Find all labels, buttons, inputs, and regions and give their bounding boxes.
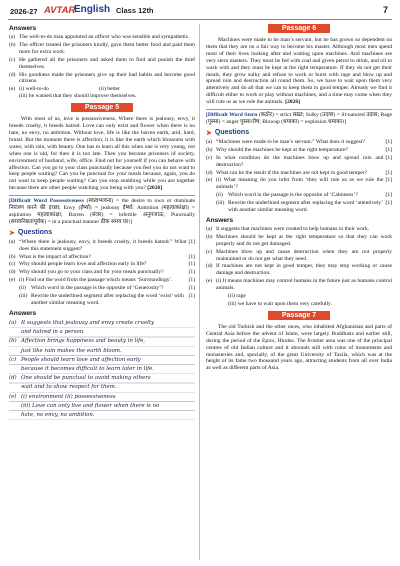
handwritten-line	[9, 402, 195, 411]
questions-label: Questions	[214, 129, 250, 137]
column-divider	[199, 24, 200, 560]
handwritten-text: because it becomes difficult to learn later in life.	[21, 365, 154, 372]
question-item	[206, 147, 392, 154]
question-sub-item	[216, 200, 392, 214]
passage-5-title: Passage 5	[71, 103, 133, 112]
edition-year: 2026-27	[10, 7, 38, 16]
handwritten-text: People should learn love and affection early	[21, 356, 141, 363]
left-column	[9, 24, 195, 420]
handwritten-text: (iii) Love can only live and flower when there is no	[21, 402, 160, 409]
item-label: (c)	[206, 248, 213, 255]
handwritten-line	[9, 365, 195, 374]
passage-6-body: Machines were made to be man’s servant, but he has grown so dependent on them that they are on a fair way to become his master. Although most men spend most of their lives looking after and waiting upon machines. And machines are very stern masters. They must be fed with coal and given petrol to drink, and oil to wash with and they must be kept at the right temperature. If they do not get their meals, they grow sulky and refuse to work or burst with rage and blow up and spread ruin and destruction all round them. So, we have to wait upon them very attentively and do all that we can to keep them in good temper. Already we find it difficult either to work or play without machines, and a time may come when they will rule us as we rule the animals.	[206, 37, 392, 106]
item-text: What is the impact of affection?	[19, 253, 91, 260]
mark-badge: [1]	[188, 285, 195, 292]
answer-item	[206, 263, 392, 277]
right-column	[206, 24, 392, 374]
item-label: (a)	[206, 138, 213, 145]
item-text: “Machines were made to be man’s servant.” What does it suggest?	[216, 138, 365, 145]
question-item	[206, 177, 392, 191]
item-text: He gathered all the prisoners and asked them to find and punish the thief themselves.	[19, 56, 195, 70]
difficult-words-tag: [Difficult Word Possessiveness	[9, 198, 84, 205]
question-sub-item	[19, 293, 195, 307]
mark-badge: [1]	[385, 169, 392, 176]
passage-5-text	[9, 116, 195, 192]
answer-item	[206, 226, 392, 233]
question-sub-item	[216, 192, 392, 199]
item-label: (d)	[9, 71, 16, 78]
answer-item	[9, 34, 195, 41]
item-label: (iii)	[216, 200, 225, 207]
item-label: (b)	[9, 41, 16, 48]
handwritten-label	[9, 402, 21, 411]
arrow-icon: ➤	[9, 229, 15, 237]
questions-list	[9, 239, 195, 284]
answer-item	[9, 42, 195, 56]
passage-5-body: With most of us, love is possessiveness. Where there is jealousy, envy, it breeds cruelty, it breeds hatred. Love can only exist and flower when there is no hate, no envy, no ambition. Without love, life is like the barren earth, arid, hard, brutal. But the moment there is affection, it is like the earth which blossoms with water, with rain, with beauty. One has to learn all this when one is very young, not when one is old, for then it is too late. Then you become prisoners of society, environment of husband, wife, office. Find out for yourself if you can behave with affection. Can you go to your class punctually because you feel you do not want to keep people waiting? Can you be punctual for your meals because, again, you do not want to keep people waiting? Can you stop snubbing while you are together because there are other people watching you being with you?	[9, 116, 195, 192]
answers-list	[9, 34, 195, 85]
class-label: Class 12th	[116, 6, 154, 15]
answers-heading: Answers	[9, 25, 37, 32]
item-label: (e)	[206, 278, 213, 285]
arrow-icon: ➤	[206, 129, 212, 137]
handwritten-label	[9, 365, 21, 374]
item-label: (ii)	[216, 192, 223, 199]
question-item	[206, 139, 392, 146]
item-label: (a)	[9, 34, 16, 40]
item-label: (c)	[206, 154, 213, 161]
brand-logo: AVTAR	[44, 5, 76, 16]
questions-heading	[206, 129, 392, 137]
difficult-words-text: (स्वत्वभावना) = the desire to own or dominate नियंत्रण करने की इच्छा; Envy (ईर्ष्या) = jealousy ईर्ष्या; Ambition (महत्वाकांक्षा) = aspiration महत्वाकांक्षा; Barren (बंजर) = infertile अनुपजाऊ; Punctually (समयनिष्ठतापूर्वक) = in a punctual manner ठीक समय पर।]	[9, 198, 195, 225]
answer-sub-item	[216, 293, 392, 300]
item-text: The well-to-do man appointed an officer who was sensible and sympathetic.	[19, 34, 190, 40]
item-text: Machines should be kept at the right temperature so that they can work properly and do not get damaged.	[216, 233, 392, 247]
item-text: Rewrite the underlined segment after replacing the word ‘exist’ with another similar meaning word.	[31, 293, 184, 306]
question-item	[206, 155, 392, 169]
page-header	[0, 0, 400, 22]
passage-7-title: Passage 7	[268, 311, 330, 320]
item-label: (b)	[206, 146, 213, 153]
passage-6-text	[206, 37, 392, 106]
item-text: The officer treated the prisoners kindly, gave them better food and paid them more for extra work.	[19, 41, 195, 55]
handwritten-answers	[9, 319, 195, 420]
passage-6-code: [2026]	[285, 99, 300, 106]
page-number: 7	[382, 5, 388, 15]
handwritten-label: (b)	[9, 338, 17, 345]
answer-item	[9, 57, 195, 71]
handwritten-text: (i) environment (ii) possessiveness	[21, 393, 116, 400]
item-text: Machines blow up and cause destruction when they are not properly maintained or do not get what they need.	[216, 248, 392, 262]
item-text: (i) What meaning do you infer from ‘they will rule us as we rule the animals’?	[216, 177, 384, 191]
item-label: (a)	[9, 238, 16, 245]
questions-heading	[9, 229, 195, 237]
answer-e-ii: (ii) better	[99, 86, 120, 93]
difficult-words	[9, 195, 195, 226]
mark-badge: [1]	[188, 269, 195, 276]
item-label: (a)	[206, 225, 213, 232]
mark-badge: [1]	[385, 138, 392, 145]
subject-title: English	[74, 4, 111, 15]
handwritten-line	[9, 319, 195, 328]
questions-list	[206, 139, 392, 191]
mark-badge: [1]	[385, 192, 392, 199]
answer-e	[9, 86, 195, 100]
mark-badge: [1]	[188, 277, 195, 284]
answer-e-iii: (iii) he wanted that they should improve themselves.	[19, 93, 137, 100]
mark-badge: [1]	[385, 146, 392, 153]
question-item	[206, 170, 392, 177]
handwritten-label	[9, 411, 21, 420]
passage-6-title: Passage 6	[268, 24, 330, 33]
answer-sub-item	[216, 301, 392, 308]
item-label	[216, 293, 228, 300]
mark-badge: [1]	[385, 177, 392, 184]
question-item	[9, 261, 195, 268]
handwritten-label: (a)	[9, 319, 17, 326]
item-label	[216, 301, 228, 308]
handwritten-line	[9, 374, 195, 383]
handwritten-answers-heading: Answers	[9, 309, 37, 317]
questions-sub-list	[206, 192, 392, 214]
item-label: (e)	[206, 177, 213, 184]
item-label: (iii)	[19, 293, 28, 300]
passage-7-text: The old Turkish and the other races, who inhabited Afghanistan and parts of Central Asia before the advent of Islam, were largely Buddhists and earlier still, during the period of the Epics, Hindus. The frontier area was one of the principal centres of old Indian culture and it abounds still with ruins of monuments and monasteries and, specially, of the great University of Taxila, which was at the height of its fame two thousand years ago, attracting students from all over India as well as different parts of Asia.	[206, 323, 392, 372]
mark-badge: [1]	[188, 253, 195, 260]
item-text: In what condition do the machines blow up and spread ruin and destruction?	[216, 154, 384, 168]
handwritten-text: One should be punctual to avoid making others	[21, 375, 151, 382]
header-rule	[8, 19, 392, 20]
mark-badge: [1]	[188, 238, 195, 245]
handwritten-text: just like rain makes the earth bloom.	[21, 347, 122, 354]
item-label: (d)	[9, 269, 16, 276]
item-text: (ii) rage	[228, 293, 246, 300]
item-text: Why should the machines be kept at the right temperature?	[216, 146, 348, 153]
handwritten-text: Affection brings happiness and beauty in life,	[21, 338, 145, 345]
item-label: (b)	[9, 253, 16, 260]
answer-item	[206, 278, 392, 292]
handwritten-label: (c)	[9, 356, 17, 363]
item-text: Which word in the passage is the opposite of ‘Calmness’?	[228, 192, 358, 199]
item-text: What can be the result if the machines are not kept in good temper?	[216, 169, 368, 176]
passage-5-code: [2026]	[147, 185, 163, 192]
question-item	[9, 269, 195, 276]
item-text: His goodness made the prisoners give up their bad habits and become good citizens.	[19, 71, 195, 85]
answers-list	[206, 226, 392, 292]
mark-badge: [1]	[188, 261, 195, 268]
question-sub-item	[19, 285, 195, 292]
item-text: If machines are not kept in good temper, they may stop working or cause damage and destruction.	[216, 263, 392, 277]
item-text: “Where there is jealousy, envy, it breeds cruelty, it breeds hatred.” What does this statement suggest?	[19, 238, 187, 252]
mark-badge: [1]	[385, 200, 392, 207]
mark-badge: [1]	[188, 293, 195, 300]
handwritten-text: It suggests that jealousy and envy create cruelty	[21, 319, 155, 326]
question-item	[9, 254, 195, 261]
answer-item	[9, 72, 195, 86]
item-label: (d)	[206, 169, 213, 176]
question-item	[9, 277, 195, 284]
item-label: (c)	[9, 261, 16, 268]
item-label: (c)	[9, 56, 16, 63]
item-text: Why should people learn love and affection early in life?	[19, 261, 147, 268]
item-text: Rewrite the underlined segment after replacing the word ‘attentively’ with another similar meaning word.	[228, 200, 383, 214]
mark-badge: [1]	[385, 154, 392, 161]
handwritten-line	[9, 337, 195, 346]
item-text: Which word in the passage is the opposite of ‘Generosity’?	[31, 285, 164, 292]
handwritten-label: (e)	[9, 393, 17, 400]
answer-e-i: (i) well-to-do	[19, 86, 49, 93]
handwritten-line	[9, 393, 195, 402]
item-label: (d)	[206, 263, 213, 270]
answer-item	[206, 234, 392, 248]
handwritten-label	[9, 328, 21, 337]
handwritten-text: hate, no envy, no ambition.	[21, 411, 95, 418]
item-label: (ii)	[19, 285, 26, 292]
handwritten-text: and hatred in a person.	[21, 329, 85, 336]
difficult-words-tag: [Difficult Word Stern	[206, 112, 258, 119]
item-text: It suggests that machines were created to help humans in their work.	[216, 225, 370, 232]
handwritten-label: (d)	[9, 375, 17, 382]
handwritten-label	[9, 347, 21, 356]
item-label: (e)	[9, 277, 16, 284]
item-label: (b)	[206, 233, 213, 240]
handwritten-line	[9, 356, 195, 365]
handwritten-line	[9, 328, 195, 337]
handwritten-label	[9, 383, 21, 392]
difficult-words-text: (कठोर) = strict सख़्त; Sulky (उदास) = ill-natured उदास; Rage (गुस्सा) = anger गुस्सा/रोष; Blowup (धमाका) = explosion धमाका।]	[206, 112, 392, 125]
handwritten-line	[9, 383, 195, 392]
questions-sub-list	[9, 285, 195, 307]
item-text: (iii) we have to wait upon them very carefully.	[228, 301, 332, 307]
handwritten-line	[9, 347, 195, 356]
handwritten-line	[9, 411, 195, 420]
questions-label: Questions	[17, 229, 53, 237]
item-text: Why should you go to your class and for your meals punctually?	[19, 269, 164, 276]
answer-item	[206, 249, 392, 263]
question-item	[9, 239, 195, 253]
item-text: (i) Find out the word from the passage which means ‘Surroundings’.	[19, 277, 173, 284]
answer-label: (e)	[9, 86, 16, 93]
answers-sub-list	[206, 293, 392, 308]
answers-heading: Answers	[206, 216, 234, 224]
handwritten-text: wait and to show respect for them.	[21, 384, 117, 391]
item-text: (i) It means machines may control humans in the future just as humans control animals.	[216, 278, 392, 292]
difficult-words	[206, 109, 392, 126]
